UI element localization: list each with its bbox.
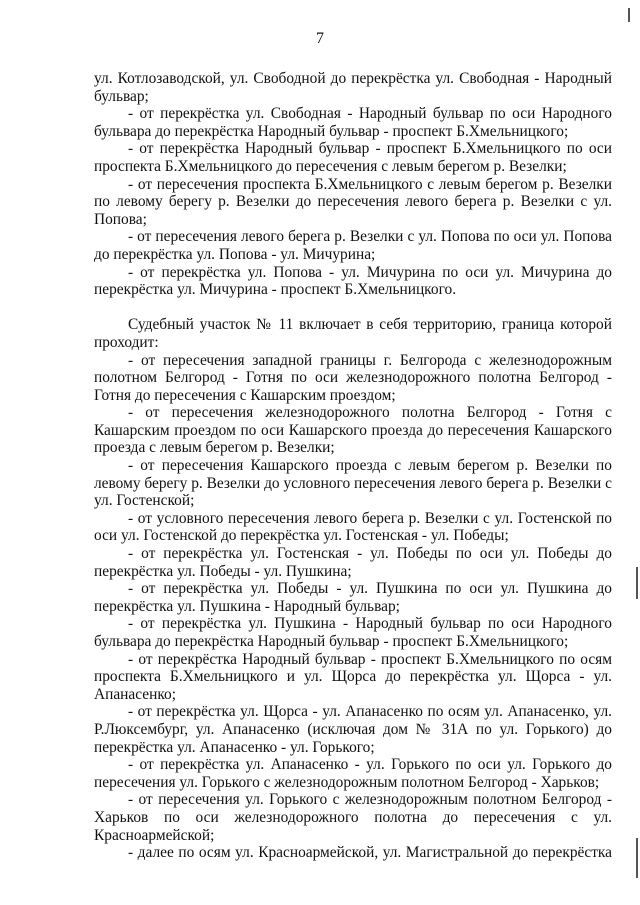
boundary-item: - от пересечения ул. Горького с железнодорожным полотном Белгород - Харьков по оси железнодорожного полотна до пересечения с ул. Красноармейской; <box>94 791 612 844</box>
boundary-item: - от перекрёстка ул. Апанасенко - ул. Горького по оси ул. Горького до пересечения ул. Горького с железнодорожным полотном Белгород - Харьков; <box>94 756 612 791</box>
section-intro-paragraph: Судебный участок № 11 включает в себя территорию, граница которой проходит: <box>94 316 612 351</box>
boundary-item: - от перекрёстка ул. Гостенская - ул. Победы по оси ул. Победы до перекрёстка ул. Победы - ул. Пушкина; <box>94 545 612 580</box>
boundary-item: - от перекрёстка ул. Победы - ул. Пушкина по оси ул. Пушкина до перекрёстка ул. Пушкина - Народный бульвар; <box>94 580 612 615</box>
boundary-item: - от перекрёстка ул. Щорса - ул. Апанасенко по осям ул. Апанасенко, ул. Р.Люксембург, ул. Апанасенко (исключая дом № 31А по ул. Горького) до перекрёстка ул. Апанасенко - ул. Горького; <box>94 703 612 756</box>
boundary-item: - от перекрёстка Народный бульвар - проспект Б.Хмельницкого по оси проспекта Б.Хмельницкого до пересечения с левым берегом р. Везелки; <box>94 140 612 175</box>
scan-edge-mark <box>636 838 638 878</box>
boundary-item-continued: - далее по осям ул. Красноармейской, ул. Магистральной до перекрёстка <box>128 844 612 862</box>
scan-edge-mark <box>636 567 638 599</box>
boundary-item: - от перекрёстка ул. Попова - ул. Мичурина по оси ул. Мичурина до перекрёстка ул. Мичурина - проспект Б.Хмельницкого. <box>94 263 612 299</box>
boundary-item: - от перекрёстка ул. Пушкина - Народный бульвар по оси Народного бульвара до перекрёстка Народный бульвар - проспект Б.Хмельницкого; <box>94 615 612 650</box>
boundary-item: - от пересечения проспекта Б.Хмельницкого с левым берегом р. Везелки по левому берегу р. Везелки до пересечения левого берега р. Везелки с ул. Попова; <box>94 175 612 228</box>
boundary-item: - от пересечения Кашарского проезда с левым берегом р. Везелки по левому берегу р. Везелки до условного пересечения левого берега р. Везелки с ул. Гостенской; <box>94 457 612 510</box>
scan-edge-mark <box>628 8 630 22</box>
boundary-item: - от пересечения левого берега р. Везелки с ул. Попова по оси ул. Попова до перекрёстка ул. Попова - ул. Мичурина; <box>94 228 612 263</box>
page-number: 7 <box>316 30 324 47</box>
boundary-item: - от пересечения железнодорожного полотна Белгород - Готня с Кашарским проездом по оси Кашарского проезда до пересечения Кашарского проезда с левым берегом р. Везелки; <box>94 404 612 457</box>
paragraph-gap <box>94 299 612 317</box>
document-body <box>94 70 612 862</box>
boundary-item: - от перекрёстка ул. Свободная - Народный бульвар по оси Народного бульвара до перекрёстка Народный бульвар - проспект Б.Хмельницкого; <box>94 105 612 140</box>
boundary-item: - от пересечения западной границы г. Белгорода с железнодорожным полотном Белгород - Готня по оси железнодорожного полотна Белгород - Готня до пересечения с Кашарским проездом; <box>94 351 612 404</box>
boundary-item: - от условного пересечения левого берега р. Везелки с ул. Гостенской по оси ул. Гостенской до перекрёстка ул. Гостенская - ул. Победы; <box>94 509 612 545</box>
boundary-item: - от перекрёстка Народный бульвар - проспект Б.Хмельницкого по осям проспекта Б.Хмельницкого и ул. Щорса до перекрёстка ул. Щорса - ул. Апанасенко; <box>94 650 612 703</box>
paragraph-continuation: ул. Котлозаводской, ул. Свободной до перекрёстка ул. Свободная - Народный бульвар; <box>94 70 612 105</box>
